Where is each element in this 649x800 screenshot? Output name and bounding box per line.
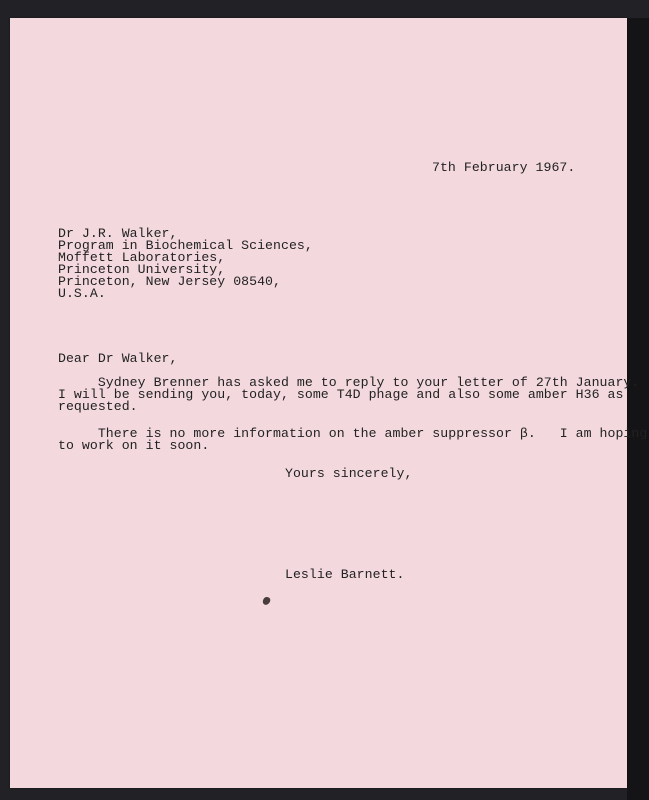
closing: Yours sincerely, xyxy=(285,466,413,481)
salutation: Dear Dr Walker, xyxy=(58,351,178,366)
scan-right-edge xyxy=(627,18,649,800)
address-line-department: Program in Biochemical Sciences, xyxy=(58,238,313,253)
paragraph-1-line-2: I will be sending you, today, some T4D phage and also some amber H36 as xyxy=(58,387,624,402)
letter-date: 7th February 1967. xyxy=(432,160,576,175)
address-line-name: Dr J.R. Walker, xyxy=(58,226,178,241)
address-line-city: Princeton, New Jersey 08540, xyxy=(58,274,281,289)
address-line-laboratory: Moffett Laboratories, xyxy=(58,250,226,265)
address-line-university: Princeton University, xyxy=(58,262,226,277)
signature-name: Leslie Barnett. xyxy=(285,567,405,582)
address-line-country: U.S.A. xyxy=(58,286,106,301)
paragraph-1-line-1: Sydney Brenner has asked me to reply to your letter of 27th January. xyxy=(58,375,640,390)
paragraph-1-line-3: requested. xyxy=(58,399,138,414)
paragraph-2-line-1: There is no more information on the amber suppressor β. I am hoping xyxy=(58,426,648,441)
paragraph-2-line-2: to work on it soon. xyxy=(58,438,210,453)
